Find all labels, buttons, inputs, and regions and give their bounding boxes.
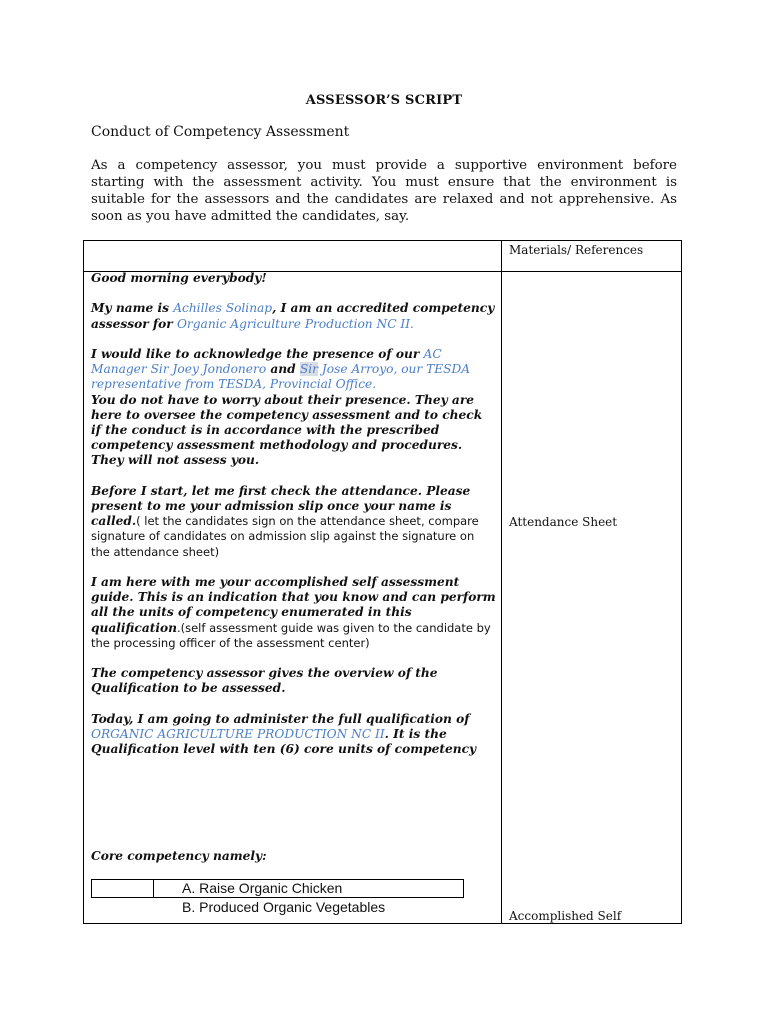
administer-paragraph: Today, I am going to administer the full qualification of ORGANIC AGRICULTURE PRODUCTION NC II. It is the Qualification level with ten (6) core units of competency (91, 711, 477, 757)
greeting: Good morning everybody! (91, 271, 267, 285)
core-item-b: B. Produced Organic Vegetables (182, 899, 386, 915)
assessor-name: Achilles Solinap (173, 301, 273, 316)
script-text (91, 271, 496, 773)
page-title: ASSESSOR’S SCRIPT (305, 93, 463, 108)
overview-paragraph: The competency assessor gives the overview of the Qualification to be assessed. (91, 666, 438, 696)
accomplished-self-reference: Accomplished Self (509, 909, 622, 923)
core-item-a: A. Raise Organic Chicken (182, 880, 343, 896)
introduction: My name is Achilles Solinap, I am an accredited competency assessor for Organic Agriculture Production NC II. (91, 301, 495, 331)
core-competency-label: Core competency namely: (91, 849, 267, 863)
materials-references-header: Materials/ References (509, 243, 644, 257)
column-divider (501, 241, 502, 923)
qualification-name: Organic Agriculture Production NC II. (176, 316, 414, 331)
acknowledgement: I would like to acknowledge the presence of our AC Manager Sir Joey Jondonero and Sir Jose Arroyo, our TESDA representative from TESDA, Provincial Office. You do not have to worry about their presence. They are here to oversee the competency assessment and to check if the conduct is in accordance with the prescribed competency assessment methodology and procedures. They will not assess you. (91, 346, 483, 468)
script-table (83, 240, 682, 924)
worry-text: You do not have to worry about their presence. They are here to oversee the competency assessment and to check if the conduct is in accordance with the prescribed competency assessment methodology and procedures. They will not assess you. (91, 392, 483, 468)
ac-manager: AC Manager Sir Joey Jondonero (91, 346, 442, 377)
attendance-sheet-reference: Attendance Sheet (509, 515, 618, 529)
intro-paragraph: As a competency assessor, you must provide a supportive environment before starting with the assessment activity. You must ensure that the environment is suitable for the assessors and the candidates are relaxed and not apprehensive. As soon as you have admitted the candidates, say. (91, 158, 677, 224)
sir-highlight: Sir (299, 362, 318, 377)
attendance-paragraph: Before I start, let me first check the attendance. Please present to me your admission slip once your name is called.( let the candidates sign on the attendance sheet, compare signature of candidates on admission slip against the signature on the attendance sheet) (91, 483, 479, 559)
tesda-representative: Jose Arroyo, our TESDA representative from TESDA, Provincial Office. (91, 362, 471, 392)
qualification-caps: ORGANIC AGRICULTURE PRODUCTION NC II (91, 727, 385, 741)
self-assessment-paragraph: I am here with me your accomplished self assessment guide. This is an indication that you know and can perform all the units of competency enumerated in this qualification.(self assessment guide was given to the candidate by the processing officer of the assessment center) (91, 575, 496, 650)
box-separator (153, 880, 154, 897)
section-subtitle: Conduct of Competency Assessment (91, 124, 350, 140)
